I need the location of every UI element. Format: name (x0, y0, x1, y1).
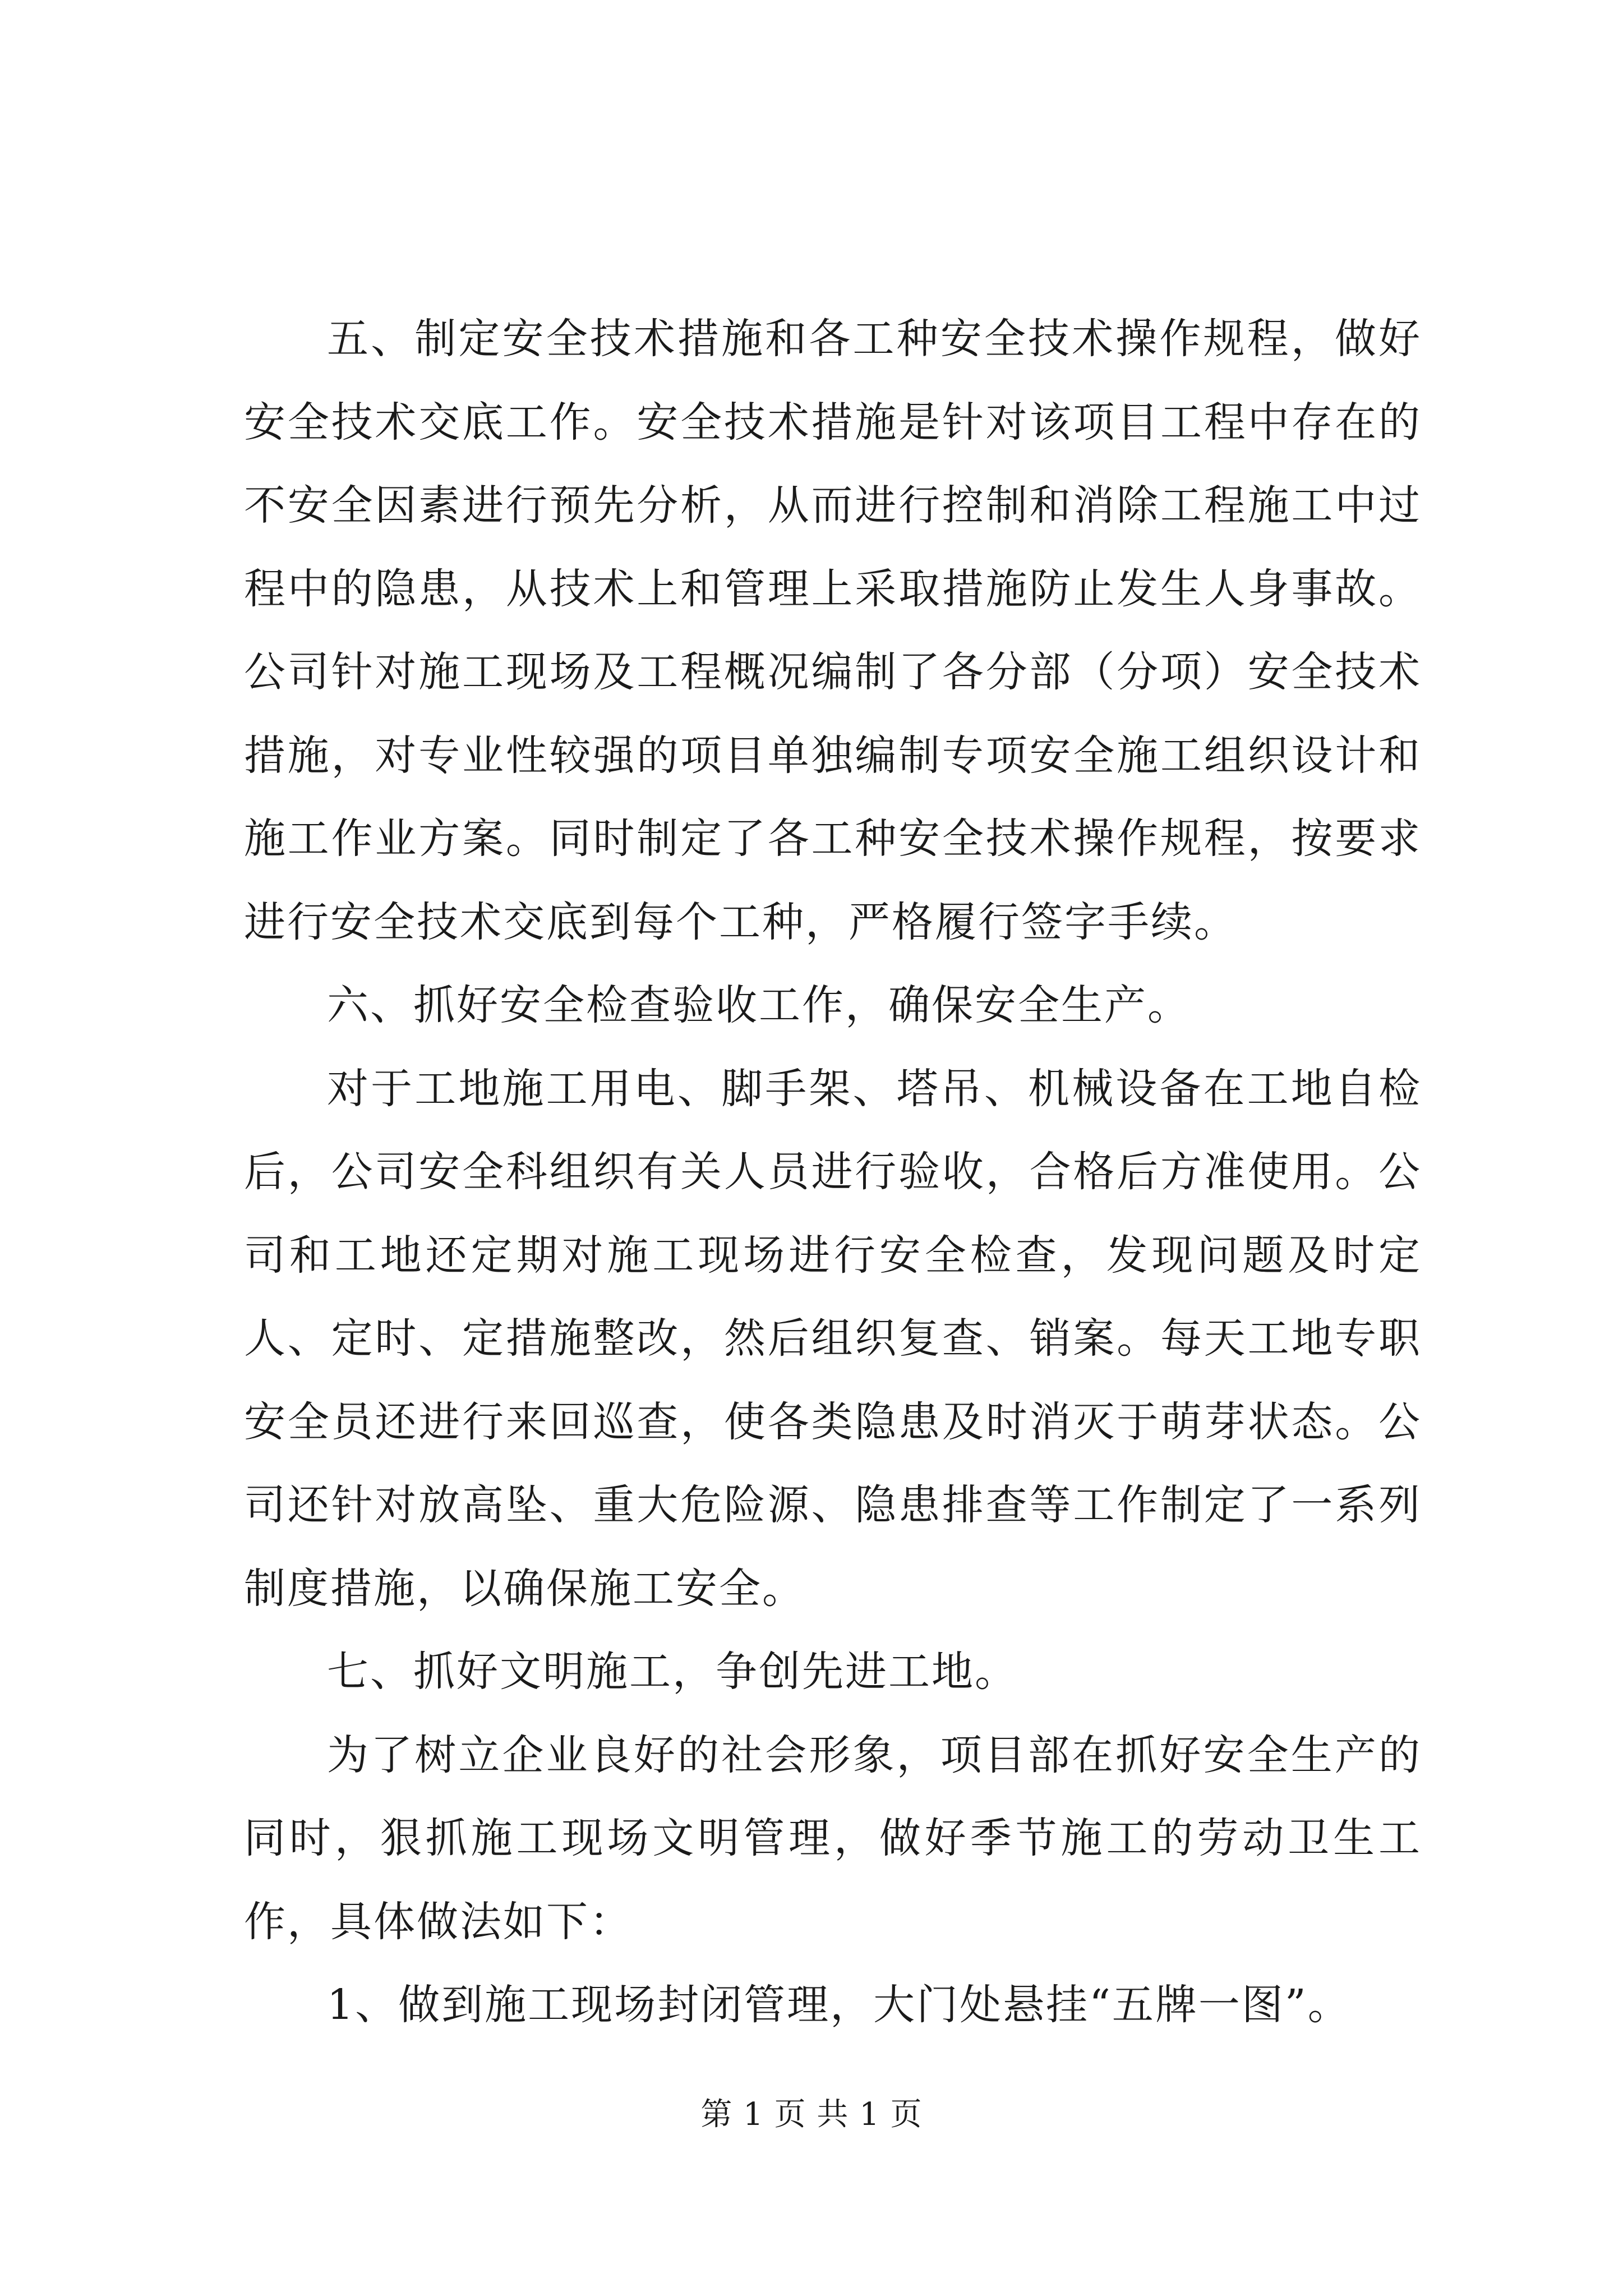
paragraph-item-one: 1、做到施工现场封闭管理，大门处悬挂“五牌一图”。 (327, 1981, 1351, 2029)
paragraph-section-six-heading: 六、抓好安全检查验收工作，确保安全生产。 (327, 981, 1191, 1029)
paragraph-section-seven-heading: 七、抓好文明施工，争创先进工地。 (327, 1648, 1018, 1696)
paragraph-inspection-details: 对于工地施工用电、脚手架、塔吊、机械设备在工地自检后，公司安全科组织有关人员进行验收，合格后方准使用。公司和工地还定期对施工现场进行安全检查，发现问题及时定人、定时、定措施整改，然后组织复查、销案。每天工地专职安全员还进行来回巡查，使各类隐患及时消灭于萌芽状态。公司还针对放高坠、重大危险源、隐患排查等工作制定了一系列制度措施，以确保施工安全。 (244, 1064, 1422, 1613)
paragraph-section-five: 五、制定安全技术措施和各工种安全技术操作规程，做好安全技术交底工作。安全技术措施是针对该项目工程中存在的不安全因素进行预先分析，从而进行控制和消除工程施工中过程中的隐患，从技术上和管理上采取措施防止发生人身事故。公司针对施工现场及工程概况编制了各分部（分项）安全技术措施，对专业性较强的项目单独编制专项安全施工组织设计和施工作业方案。同时制定了各工种安全技术操作规程，按要求进行安全技术交底到每个工种，严格履行签字手续。 (244, 315, 1422, 946)
page-footer: 第 1 页 共 1 页 (700, 2096, 923, 2133)
document-body (244, 297, 1422, 2047)
paragraph-civilized-construction: 为了树立企业良好的社会形象，项目部在抓好安全生产的同时，狠抓施工现场文明管理，做好季节施工的劳动卫生工作，具体做法如下： (244, 1731, 1422, 1946)
